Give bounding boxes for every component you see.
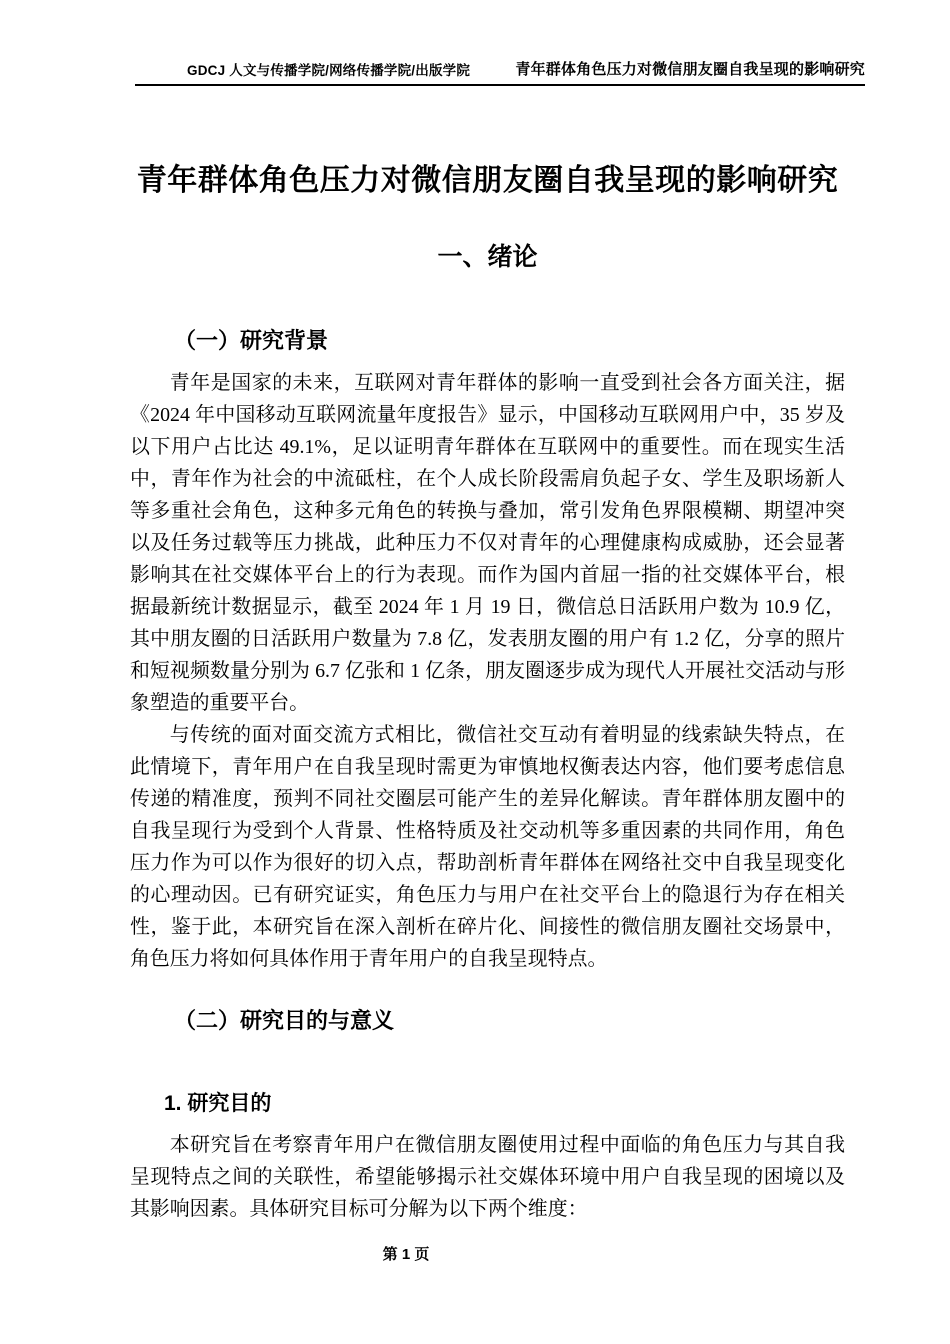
paragraph-purpose-1: 本研究旨在考察青年用户在微信朋友圈使用过程中面临的角色压力与其自我呈现特点之间的关联性，希望能够揭示社交媒体环境中用户自我呈现的困境以及其影响因素。具体研究目标可分解为以下两个维度： bbox=[130, 1134, 845, 1220]
page-number: 第 1 页 bbox=[382, 1246, 430, 1263]
header-running-title: 青年群体角色压力对微信朋友圈自我呈现的影响研究 bbox=[515, 61, 865, 78]
document-title: 青年群体角色压力对微信朋友圈自我呈现的影响研究 bbox=[136, 164, 839, 197]
header-department-text: GDCJ 人文与传播学院/网络传播学院/出版学院 bbox=[187, 63, 471, 78]
subsection-heading-research-purpose: 1. 研究目的 bbox=[164, 1092, 272, 1115]
chapter-heading: 一、绪论 bbox=[437, 243, 538, 271]
section-heading-research-background: （一）研究背景 bbox=[174, 328, 329, 353]
paragraph-background-1: 青年是国家的未来，互联网对青年群体的影响一直受到社会各方面关注，据《2024 年中国移动互联网流量年度报告》显示，中国移动互联网用户中，35 岁及以下用户占比达 49.1%，足以证明青年群体在互联网中的重要性。而在现实生活中，青年作为社会的中流砥柱，在个人成长阶段需肩负起子女、学生及职场新人等多重社会角色，这种多元角色的转换与叠加，常引发角色界限模糊、期望冲突以及任务过载等压力挑战，此种压力不仅对青年的心理健康构成威胁，还会显著影响其在社交媒体平台上的行为表现。而作为国内首屈一指的社交媒体平台，根据最新统计数据显示，截至 2024 年 1 月 19 日，微信总日活跃用户数为 10.9 亿，其中朋友圈的日活跃用户数量为 7.8 亿，发表朋友圈的用户有 1.2 亿，分享的照片和短视频数量分别为 6.7 亿张和 1 亿条，朋友圈逐步成为现代人开展社交活动与形象塑造的重要平台。 bbox=[130, 372, 845, 714]
section-heading-purpose-significance: （二）研究目的与意义 bbox=[174, 1008, 395, 1033]
page-body bbox=[130, 0, 845, 1225]
paragraph-background-2: 与传统的面对面交流方式相比，微信社交互动有着明显的线索缺失特点，在此情境下，青年用户在自我呈现时需更为审慎地权衡表达内容，他们要考虑信息传递的精准度，预判不同社交圈层可能产生的差异化解读。青年群体朋友圈中的自我呈现行为受到个人背景、性格特质及社交动机等多重因素的共同作用，角色压力作为可以作为很好的切入点，帮助剖析青年群体在网络社交中自我呈现变化的心理动因。已有研究证实，角色压力与用户在社交平台上的隐退行为存在相关性，鉴于此，本研究旨在深入剖析在碎片化、间接性的微信朋友圈社交场景中，角色压力将如何具体作用于青年用户的自我呈现特点。 bbox=[130, 724, 845, 970]
